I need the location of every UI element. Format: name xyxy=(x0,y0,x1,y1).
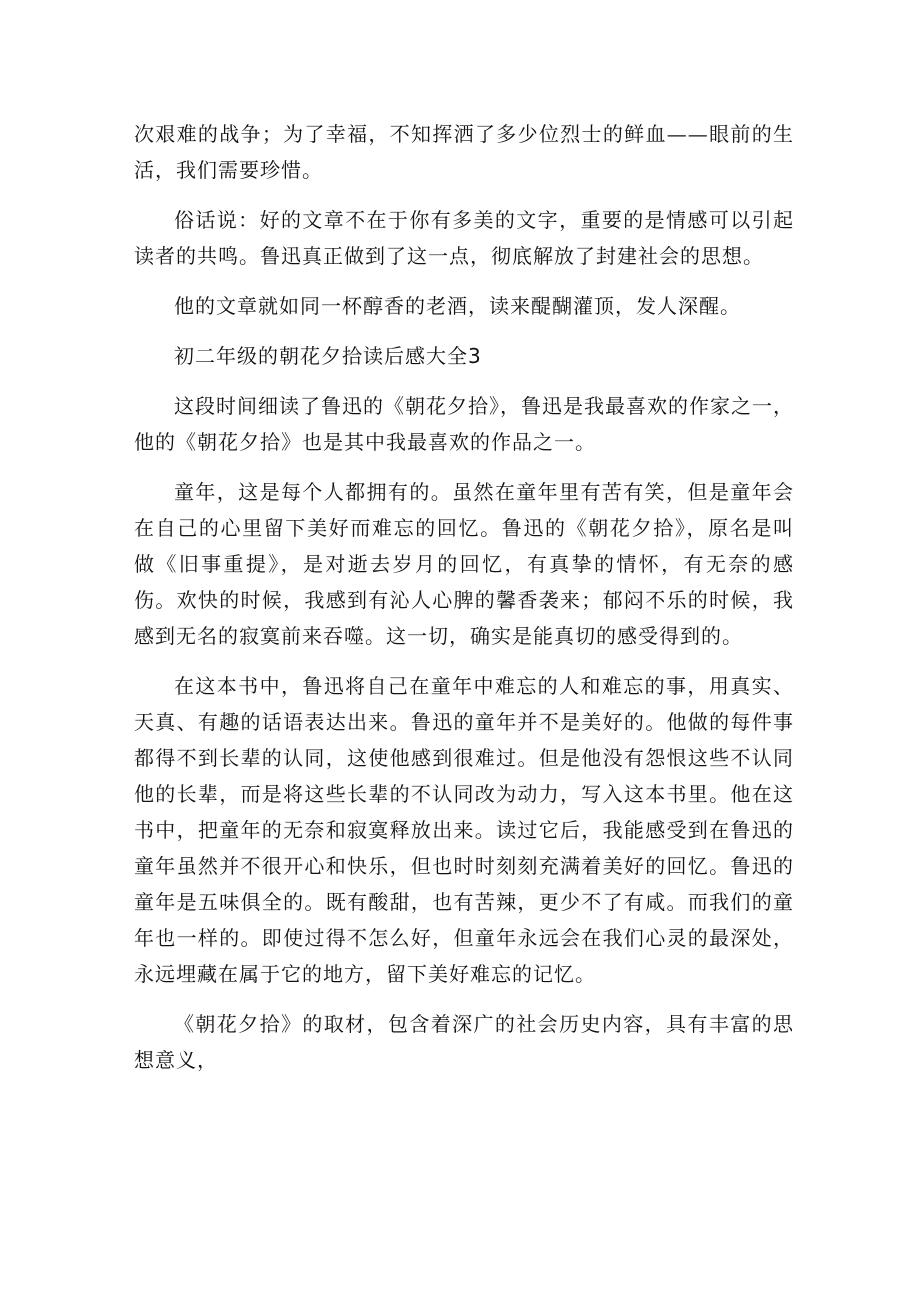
paragraph: 俗话说：好的文章不在于你有多美的文字，重要的是情感可以引起读者的共鸣。鲁迅真正做到了这一点，彻底解放了封建社会的思想。 xyxy=(134,208,794,268)
paragraph: 他的文章就如同一杯醇香的老酒，读来醍醐灌顶，发人深醒。 xyxy=(174,294,741,318)
document-body xyxy=(134,116,794,1092)
paragraph: 《朝花夕拾》的取材，包含着深广的社会历史内容，具有丰富的思想意义， xyxy=(134,1012,794,1072)
paragraph-continued: 次艰难的战争；为了幸福，不知挥洒了多少位烈士的鲜血——眼前的生活，我们需要珍惜。 xyxy=(134,122,794,182)
paragraph: 童年，这是每个人都拥有的。虽然在童年里有苦有笑，但是童年会在自己的心里留下美好而难忘的回忆。鲁迅的《朝花夕拾》，原名是叫做《旧事重提》，是对逝去岁月的回忆，有真挚的情怀，有无奈的感伤。欢快的时候，我感到有沁人心脾的馨香袭来；郁闷不乐的时候，我感到无名的寂寞前来吞噬。这一切，确实是能真切的感受得到的。 xyxy=(134,480,794,648)
paragraph: 这段时间细读了鲁迅的《朝花夕拾》，鲁迅是我最喜欢的作家之一，他的《朝花夕拾》也是其中我最喜欢的作品之一。 xyxy=(134,394,794,454)
paragraph: 在这本书中，鲁迅将自己在童年中难忘的人和难忘的事，用真实、天真、有趣的话语表达出来。鲁迅的童年并不是美好的。他做的每件事都得不到长辈的认同，这使他感到很难过。但是他没有怨恨这些不认同他的长辈，而是将这些长辈的不认同改为动力，写入这本书里。他在这书中，把童年的无奈和寂寞释放出来。读过它后，我能感受到在鲁迅的童年虽然并不很开心和快乐，但也时时刻刻充满着美好的回忆。鲁迅的童年是五味俱全的。既有酸甜，也有苦辣，更少不了有咸。而我们的童年也一样的。即使过得不怎么好，但童年永远会在我们心灵的最深处，永远埋藏在属于它的地方，留下美好难忘的记忆。 xyxy=(134,674,794,986)
section-heading: 初二年级的朝花夕拾读后感大全3 xyxy=(174,344,482,368)
